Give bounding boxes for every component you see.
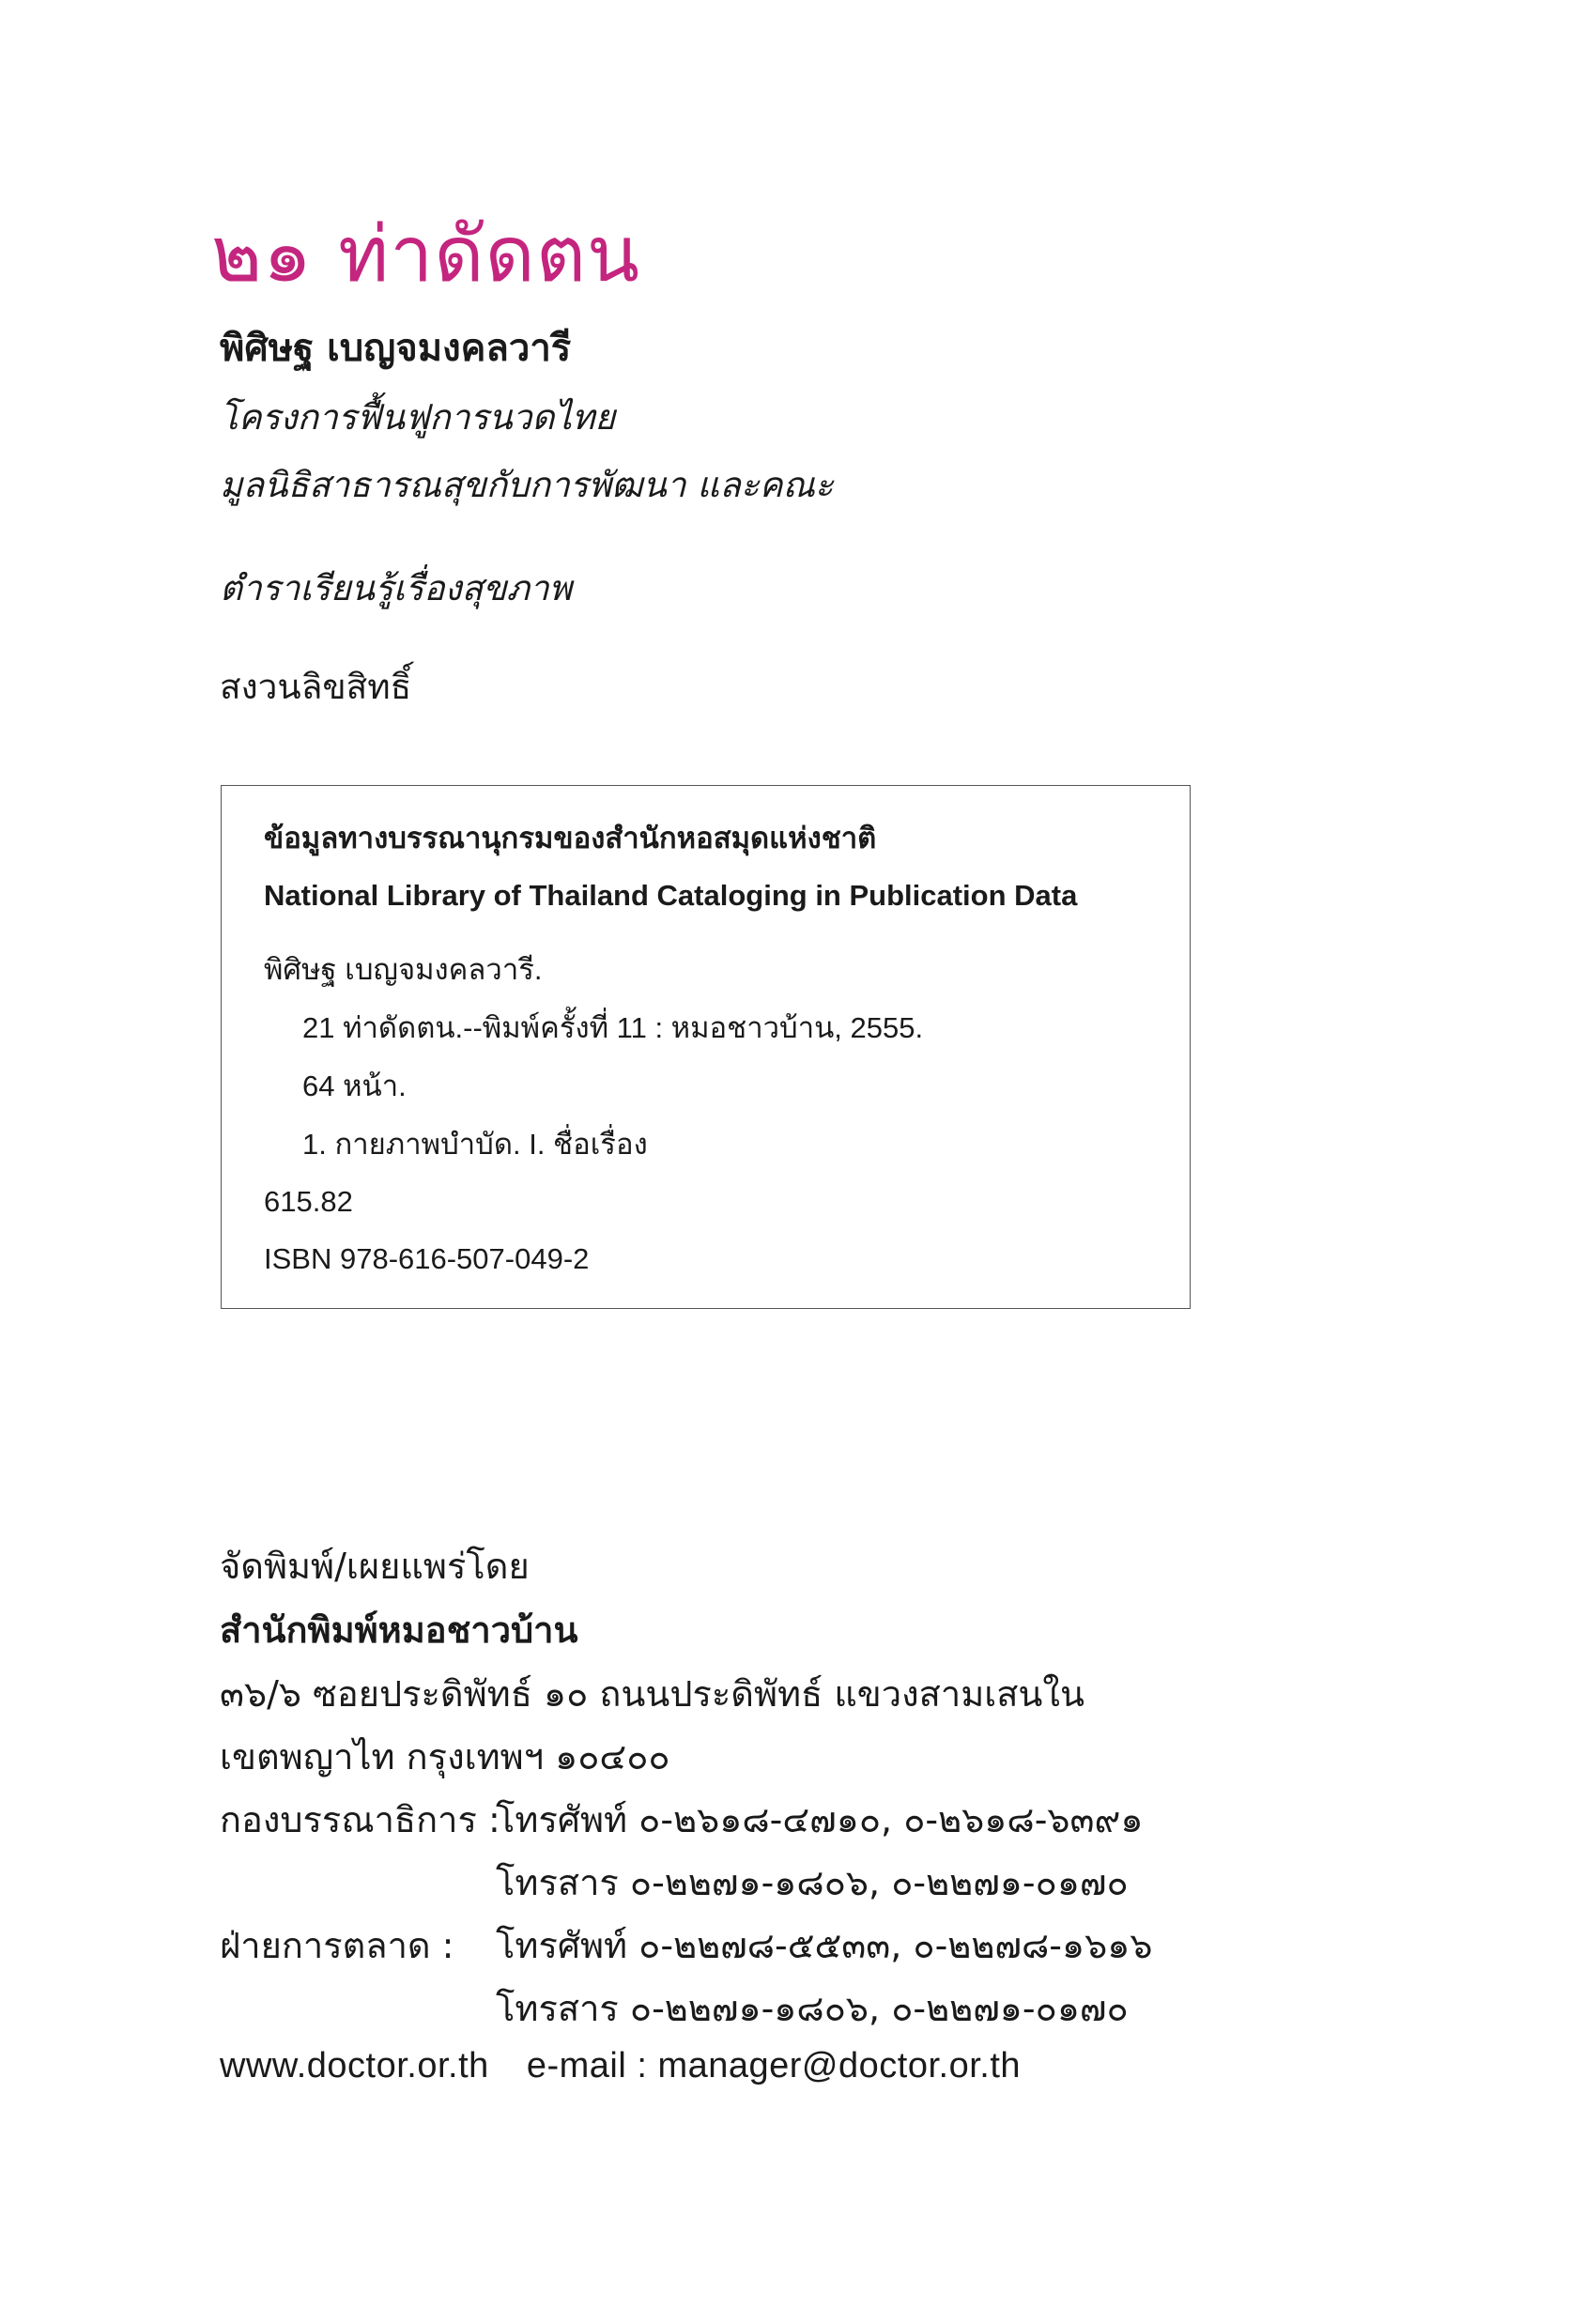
publisher-address-line: ๓๖/๖ ซอยประดิพัทธ์ ๑๐ ถนนประดิพัทธ์ แขวงสามเสนใน — [220, 1673, 1084, 1715]
cip-class-number: 615.82 — [264, 1185, 353, 1218]
website-link[interactable]: www.doctor.or.th — [220, 2046, 489, 2085]
copyright-notice: สงวนลิขสิทธิ์ — [220, 667, 412, 707]
cip-isbn: ISBN 978-616-507-049-2 — [264, 1242, 590, 1275]
web-contact — [220, 2039, 1021, 2092]
marketing-fax: โทรสาร ๐-๒๒๗๑-๑๘๐๖, ๐-๒๒๗๑-๐๑๗๐ — [496, 1988, 1129, 2029]
publisher-address-line: เขตพญาไท กรุงเทพฯ ๑๐๔๐๐ — [220, 1736, 670, 1778]
editorial-label: กองบรรณาธิการ : — [220, 1799, 500, 1840]
cip-pages: 64 หน้า. — [302, 1070, 407, 1102]
email-link[interactable]: e-mail : manager@doctor.or.th — [526, 2046, 1022, 2085]
cip-data-box — [221, 785, 1191, 1309]
marketing-label: ฝ่ายการตลาด : — [220, 1925, 454, 1966]
affiliation-foundation: มูลนิธิสาธารณสุขกับการพัฒนา และคณะ — [220, 465, 834, 505]
book-author: พิศิษฐ เบญจมงคลวารี — [220, 327, 572, 370]
affiliation-project: โครงการฟื้นฟูการนวดไทย — [220, 397, 616, 438]
publisher-name: สำนักพิมพ์หมอชาวบ้าน — [220, 1609, 578, 1651]
cip-heading-english: National Library of Thailand Cataloging in Publication Data — [264, 879, 1078, 912]
editorial-fax: โทรสาร ๐-๒๒๗๑-๑๘๐๖, ๐-๒๒๗๑-๐๑๗๐ — [496, 1862, 1129, 1903]
cip-author: พิศิษฐ เบญจมงคลวารี. — [264, 953, 543, 986]
book-title: ๒๑ ท่าดัดตน — [211, 210, 641, 300]
publisher-label: จัดพิมพ์/เผยแพร่โดย — [220, 1546, 530, 1587]
marketing-phone: โทรศัพท์ ๐-๒๒๗๘-๕๕๓๓, ๐-๒๒๗๘-๑๖๑๖ — [496, 1925, 1153, 1966]
cip-subject: 1. กายภาพบำบัด. I. ชื่อเรื่อง — [302, 1128, 648, 1161]
book-series: ตำราเรียนรู้เรื่องสุขภาพ — [220, 568, 573, 608]
cip-heading-thai: ข้อมูลทางบรรณานุกรมของสำนักหอสมุดแห่งชาติ — [264, 822, 877, 854]
cip-edition: 21 ท่าดัดตน.--พิมพ์ครั้งที่ 11 : หมอชาวบ้าน, 2555. — [302, 1011, 924, 1044]
editorial-phone: โทรศัพท์ ๐-๒๖๑๘-๔๗๑๐, ๐-๒๖๑๘-๖๓๙๑ — [496, 1799, 1144, 1840]
